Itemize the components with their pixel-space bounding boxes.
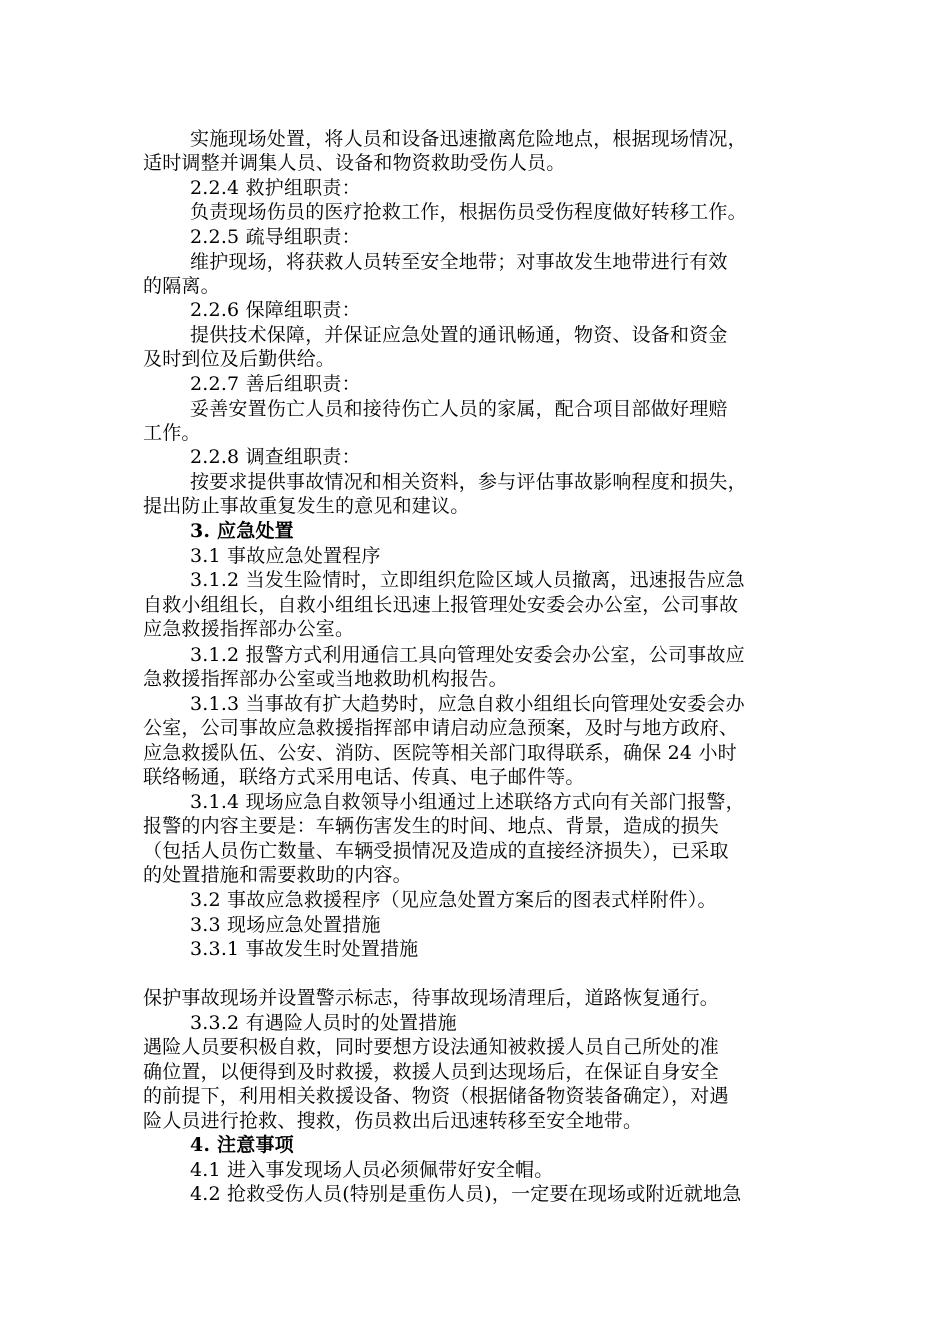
text-line: 自救小组组长，自救小组组长迅速上报管理处安委会办公室，公司事故 (143, 594, 739, 616)
text-line: 的前提下，利用相关救援设备、物资（根据储备物资装备确定），对遇 (143, 1085, 729, 1107)
text-line: 应急救援指挥部办公室。 (143, 618, 355, 640)
text-line: 2.2.8 调查组职责： (190, 446, 361, 468)
text-line: 3.3.1 事故发生时处置措施 (190, 938, 419, 960)
text-line: 妥善安置伤亡人员和接待伤亡人员的家属，配合项目部做好理赔 (190, 398, 728, 420)
text-line: 4.2 抢救受伤人员(特别是重伤人员)，一定要在现场或附近就地急 (190, 1183, 742, 1205)
text-line: 提供技术保障，并保证应急处置的通讯畅通，物资、设备和资金 (190, 324, 728, 346)
text-line: 3.3.2 有遇险人员时的处置措施 (190, 1012, 457, 1034)
text-line: 2.2.5 疏导组职责： (190, 226, 361, 248)
text-line: 2.2.7 善后组职责： (190, 373, 361, 395)
text-line: 按要求提供事故情况和相关资料，参与评估事故影响程度和损失， (190, 471, 747, 493)
text-line: 3.1.3 当事故有扩大趋势时，应急自救小组组长向管理处安委会办 (190, 693, 745, 715)
text-line: 联络畅通，联络方式采用电话、传真、电子邮件等。 (143, 766, 585, 788)
section-heading: 3. 应急处置 (190, 520, 294, 542)
text-line: 应急救援队伍、公安、消防、医院等相关部门取得联系，确保 24 小时 (143, 742, 737, 764)
text-line: （包括人员伤亡数量、车辆受损情况及造成的直接经济损失），已采取 (143, 840, 729, 862)
text-line: 公室，公司事故应急救援指挥部申请启动应急预案，及时与地方政府、 (143, 717, 739, 739)
text-line: 2.2.6 保障组职责： (190, 299, 361, 321)
text-line: 维护现场，将获救人员转至安全地带；对事故发生地带进行有效 (190, 251, 728, 273)
text-line: 3.3 现场应急处置措施 (190, 914, 381, 936)
text-line: 的隔离。 (143, 275, 220, 297)
text-line: 2.2.4 救护组职责： (190, 177, 361, 199)
text-line: 3.1.2 报警方式利用通信工具向管理处安委会办公室，公司事故应 (190, 644, 745, 666)
text-line: 遇险人员要积极自救，同时要想方设法通知被救援人员自己所处的准 (143, 1036, 720, 1058)
text-line: 及时到位及后勤供给。 (143, 348, 336, 370)
text-line: 实施现场处置，将人员和设备迅速撤离危险地点，根据现场情况， (190, 128, 747, 150)
text-line: 3.2 事故应急救援程序（见应急处置方案后的图表式样附件）。 (190, 889, 717, 911)
text-line: 工作。 (143, 422, 201, 444)
text-line: 4.1 进入事发现场人员必须佩带好安全帽。 (190, 1159, 554, 1181)
section-heading: 4. 注意事项 (190, 1134, 294, 1156)
text-line: 3.1.2 当发生险情时，立即组织危险区域人员撤离，迅速报告应急 (190, 569, 745, 591)
text-line: 3.1 事故应急处置程序 (190, 545, 381, 567)
text-line: 确位置，以便得到及时救援，救援人员到达现场后，在保证自身安全 (143, 1061, 720, 1083)
text-line: 提出防止事故重复发生的意见和建议。 (143, 495, 470, 517)
text-line: 保护事故现场并设置警示标志，待事故现场清理后，道路恢复通行。 (143, 987, 720, 1009)
text-line: 适时调整并调集人员、设备和物资救助受伤人员。 (143, 152, 566, 174)
text-line: 3.1.4 现场应急自救领导小组通过上述联络方式向有关部门报警， (190, 791, 745, 813)
text-line: 急救援指挥部办公室或当地救助机构报告。 (143, 668, 508, 690)
text-line: 的处置措施和需要救助的内容。 (143, 864, 412, 886)
text-line: 报警的内容主要是：车辆伤害发生的时间、地点、背景，造成的损失 (143, 815, 720, 837)
text-line: 险人员进行抢救、搜救，伤员救出后迅速转移至安全地带。 (143, 1110, 643, 1132)
text-line: 负责现场伤员的医疗抢救工作，根据伤员受伤程度做好转移工作。 (190, 201, 747, 223)
